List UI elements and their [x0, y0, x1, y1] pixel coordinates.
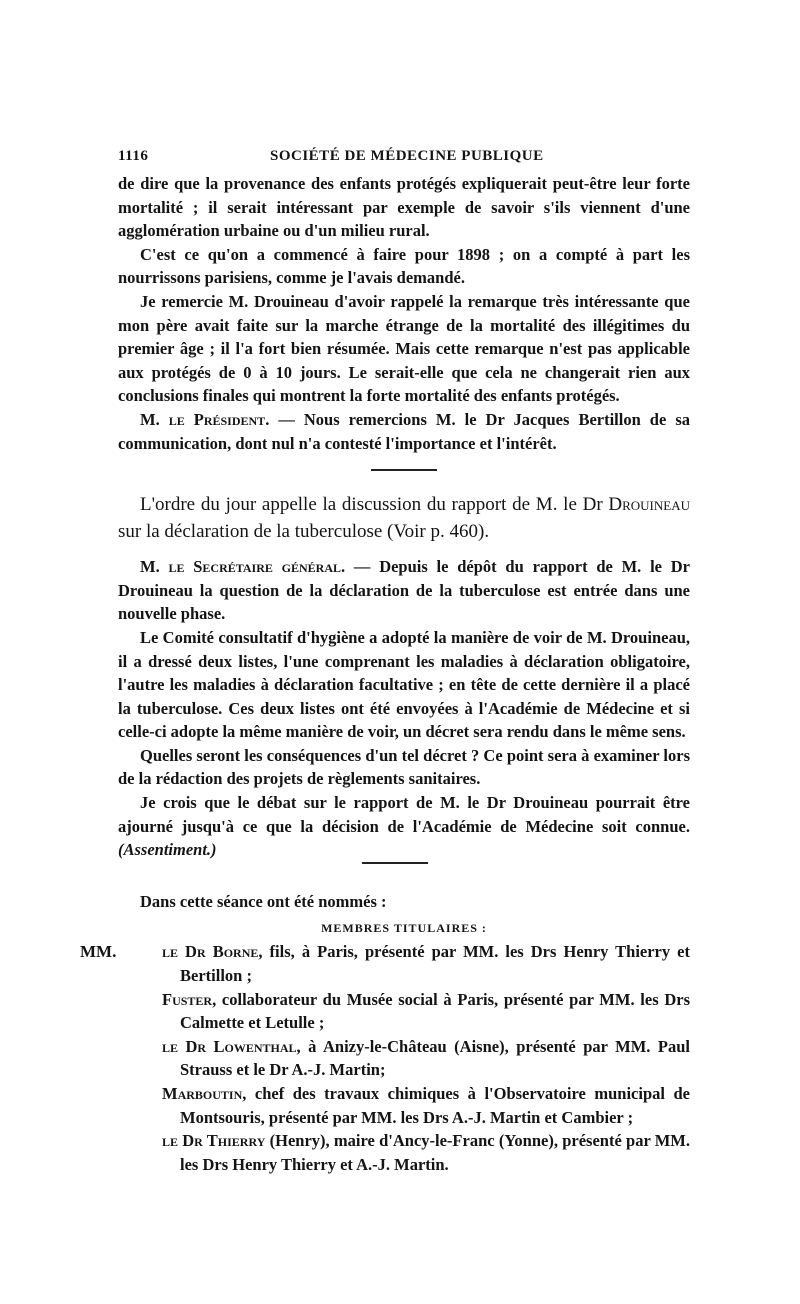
- members-heading: MEMBRES TITULAIRES :: [321, 921, 487, 936]
- agenda-text: L'ordre du jour appelle la discussion du rapport de M. le Dr: [140, 494, 609, 516]
- members-list: [80, 940, 691, 1176]
- page-number: 1116: [118, 148, 149, 164]
- running-head: [118, 146, 690, 172]
- member-text: fils, à Paris, présenté par MM. les Drs Henry Thierry et Bertillon ;: [180, 942, 691, 986]
- paragraph: de dire que la provenance des enfants protégés expliquerait peut-être leur forte mortalité ; il serait intéressant par exemple de savoir s'ils viennent d'une agglomération urbaine ou d'un milieu rural.: [118, 174, 690, 241]
- paragraph: [118, 408, 690, 455]
- member-entry: [118, 1082, 690, 1129]
- paragraph: Je remercie M. Drouineau d'avoir rappelé la remarque très intéressante que mon père avait faite sur la marche étrange de la mortalité des illégitimes du premier âge ; il l'a fort bien résumée. Mais cette remarque n'est pas applicable aux protégés de 0 à 10 jours. Le serait-elle que cela ne changerait rien aux conclusions finales qui montrent la forte mortalité des enfants protégés.: [118, 291, 690, 406]
- paragraph: Le Comité consultatif d'hygiène a adopté la manière de voir de M. Drouineau, il a dressé deux listes, l'une comprenant les maladies à déclaration obligatoire, l'autre les maladies à déclaration facultative ; en tête de cette dernière il a placé la tuberculose. Ces deux listes ont été envoyées à l'Académie de Médecine et si celle-ci adopte la même manière de voir, un décret sera rendu dans le même sens.: [118, 627, 690, 742]
- member-entry: [118, 988, 690, 1035]
- paragraph: [118, 791, 690, 862]
- page: [80, 146, 691, 1176]
- paragraph: [118, 555, 690, 626]
- mm-label: MM.: [80, 942, 117, 962]
- member-name: le Dr Borne,: [162, 942, 263, 962]
- speaker-label: M. le Président.: [140, 409, 270, 429]
- nominations-intro: Dans cette séance ont été nommés :: [140, 891, 387, 911]
- member-name: Marboutin,: [162, 1084, 247, 1103]
- member-name: le Dr Thierry: [162, 1131, 266, 1151]
- member-entry: [118, 1035, 690, 1082]
- speaker-label: M. le Secrétaire général.: [140, 557, 346, 577]
- section-divider: [362, 862, 428, 864]
- assent-note: (Assentiment.): [118, 840, 217, 860]
- member-text: chef des travaux chimiques à l'Observatoire municipal de Montsouris, présenté par MM. les Drs A.-J. Martin et Cambier ;: [180, 1084, 690, 1127]
- member-entry: [118, 1129, 690, 1176]
- speech-text: Je crois que le débat sur le rapport de M. le Dr Drouineau pourrait être ajourné jusqu'à ce que la décision de l'Académie de Médecine soit connue.: [118, 793, 690, 836]
- member-text: (Henry), maire d'Ancy-le-Franc (Yonne), présenté par MM. les Drs Henry Thierry et A.-J. Martin.: [180, 1131, 690, 1174]
- agenda-name: Drouineau: [608, 494, 690, 516]
- paragraph: Quelles seront les conséquences d'un tel décret ? Ce point sera à examiner lors de la rédaction des projets de règlements sanitaires.: [118, 745, 690, 789]
- member-entry: [80, 940, 691, 987]
- running-title: SOCIÉTÉ DE MÉDECINE PUBLIQUE: [270, 148, 544, 164]
- paragraph: C'est ce qu'on a commencé à faire pour 1898 ; on a compté à part les nourrissons parisiens, comme je l'avais demandé.: [118, 244, 690, 288]
- agenda-paragraph: [118, 491, 690, 545]
- member-name: le Dr Lowenthal,: [162, 1036, 301, 1056]
- speech-text: — Nous remercions M. le Dr Jacques Bertillon de sa communication, dont nul n'a contesté l'importance et l'intérêt.: [118, 409, 691, 453]
- speech-text: — Depuis le dépôt du rapport de M. le Dr Drouineau la question de la déclaration de la tuberculose est entrée dans une nouvelle phase.: [118, 557, 691, 624]
- member-text: collaborateur du Musée social à Paris, présenté par MM. les Drs Calmette et Letulle ;: [180, 989, 690, 1033]
- section-divider: [371, 469, 437, 471]
- member-name: Fuster,: [162, 989, 217, 1009]
- agenda-text: sur la déclaration de la tuberculose (Voir p. 460).: [118, 521, 490, 543]
- member-text: à Anizy-le-Château (Aisne), présenté par MM. Paul Strauss et le Dr A.-J. Martin;: [180, 1036, 690, 1080]
